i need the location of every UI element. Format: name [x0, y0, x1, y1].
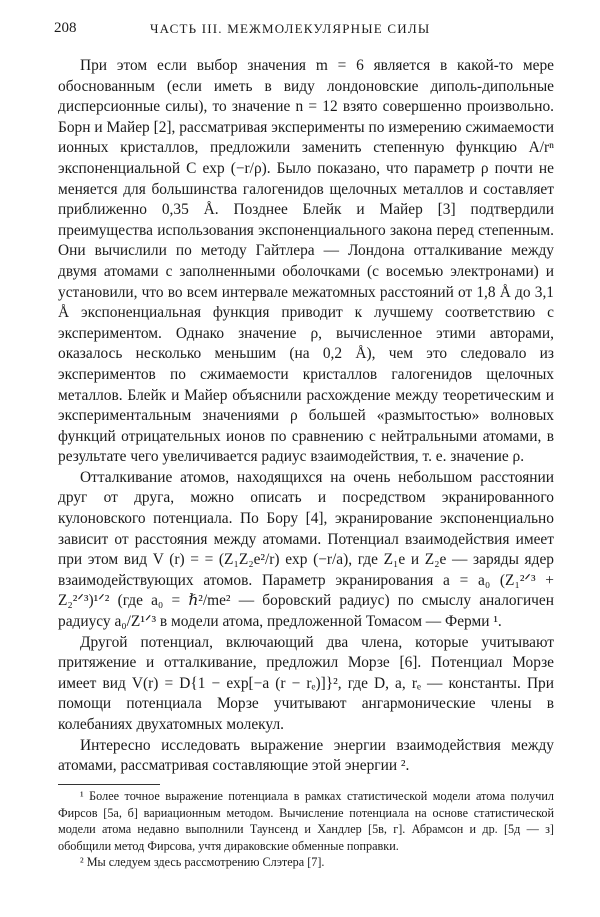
running-head: ЧАСТЬ III. МЕЖМОЛЕКУЛЯРНЫЕ СИЛЫ: [150, 21, 431, 36]
footnote-divider: [58, 784, 160, 785]
paragraph-born-mayer: При этом если выбор значения m = 6 является в какой-то мере обоснованным (если иметь в виду лондоновские диполь-дипольные дисперсионные силы), то значение n = 12 взято совершенно произвольно. Борн и Майер [2], рассматривая эксперименты по измерению сжимаемости ионных кристаллов, предложили заменить степенную функцию A/rⁿ экспоненциальной C exp (−r/ρ). Было показано, что параметр ρ почти не меняется для большинства галогенидов щелочных металлов и составляет приближенно 0,35 Å. Позднее Блейк и Майер [3] подтвердили преимущества использования экспоненциального закона перед степенным. Они вычислили по методу Гайтлера — Лондона отталкивание между двумя атомами с заполненными оболочками (с восемью электронами) и установили, что во всем интервале межатомных расстояний от 1,8 Å до 3,1 Å экспоненциальная функция приводит к лучшему соответствию с экспериментом. Однако значение ρ, вычисленное этими авторами, оказалось несколько меньшим (на 0,2 Å), чем это следовало из экспериментов по сжимаемости кристаллов галогенидов щелочных металлов. Блейк и Майер объяснили расхождение между теоретическим и экспериментальным значениями ρ большей «размытостью» волновых функций отрицательных ионов по сравнению с нейтральными атомами, в результате чего увеличивается радиус взаимодействия, т. е. значение ρ.: [58, 57, 554, 466]
paragraph-morse-potential: Другой потенциал, включающий два члена, которые учитывают притяжение и отталкивание, предложил Морзе [6]. Потенциал Морзе имеет вид V(r) = D{1 − exp[−a (r − rₑ)]}², где D, a, rₑ — константы. При помощи потенциала Морзе учитывают ангармонические члены в колебаниях двухатомных молекул.: [58, 633, 554, 733]
page-header: [54, 20, 552, 42]
paragraph-screened-coulomb: Отталкивание атомов, находящихся на очень небольшом расстоянии друг от друга, можно описать и посредством экранированного кулоновского потенциала. По Бору [4], экранирование экспоненциально зависит от расстояния между атомами. Потенциал взаимодействия имеет при этом вид V (r) = = (Z₁Z₂e²/r) exp (−r/a), где Z₁e и Z₂e — заряды ядер взаимодействующих атомов. Параметр экранирования a = a₀ (Z₁²ᐟ³ + Z₂²ᐟ³)¹ᐟ² (где a₀ = ℏ²/me² — боровский радиус) по смыслу аналогичен радиусу a₀/Z¹ᐟ³ в модели атома, предложенной Томасом — Ферми ¹.: [58, 468, 554, 631]
main-text: [58, 56, 554, 777]
footnotes: [58, 788, 554, 871]
page-number: 208: [54, 20, 77, 36]
paragraph-energy-components: Интересно исследовать выражение энергии взаимодействия между атомами, рассматривая составляющие этой энергии ².: [58, 736, 554, 775]
footnote-1: ¹ Более точное выражение потенциала в рамках статистической модели атома получил Фирсов [5а, б] вариационным методом. Вычисление потенциала на основе статистической модели атома недавно выполнили Таунсенд и Хандлер [5в, г]. Абрамсон и др. [5д — з] обобщили метод Фирсова, учтя дираковские обменные поправки.: [58, 789, 554, 853]
footnote-2: ² Мы следуем здесь рассмотрению Слэтера [7].: [80, 855, 325, 870]
